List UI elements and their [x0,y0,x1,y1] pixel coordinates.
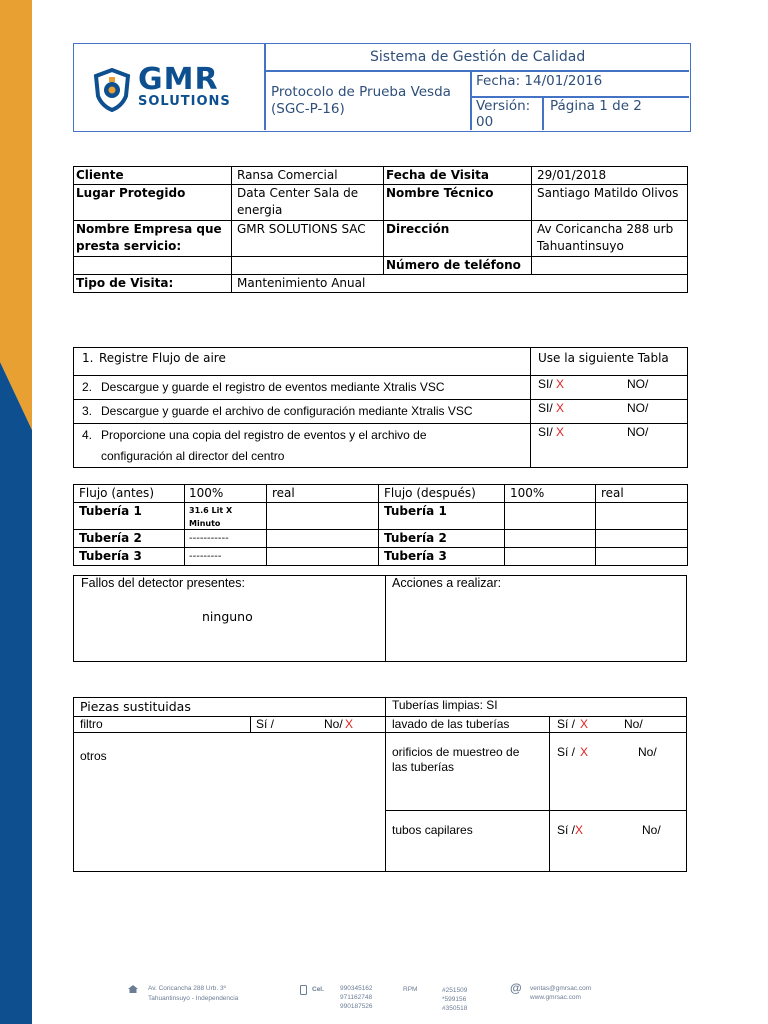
task-3-si: SI/ [538,401,553,415]
flow-before-real: real [267,485,379,503]
table-row [74,376,688,400]
table-row [74,348,688,376]
faults-value: ninguno [202,609,253,624]
pipe-2-before-label: Tubería 2 [74,530,185,548]
telefono-label: Número de teléfono [384,257,532,275]
table-row [74,548,688,566]
pipe-3-before-label: Tubería 3 [74,548,185,566]
footer-cel-label: Cel. [312,986,324,993]
capilares-x-mark: X [575,823,584,837]
task-3-text: Descargue y guarde el archivo de configuración mediante Xtralis VSC [101,404,473,418]
footer-rpm-label: RPM [403,986,418,993]
table-row [74,221,688,257]
table-row [74,503,688,530]
tipo-visita-value: Mantenimiento Anual [232,275,688,293]
tipo-visita-label: Tipo de Visita: [74,275,232,293]
orificios-x-mark: X [580,745,589,759]
task-3-no: NO/ [627,401,649,415]
footer-email: ventas@gmrsac.com [530,985,592,992]
faults-section [73,575,687,662]
task-1-text: Registre Flujo de aire [99,351,226,365]
task-4-x-mark: X [556,425,565,439]
flow-after-label: Flujo (después) [379,485,505,503]
orificios-no: No/ [638,745,657,759]
pipe-2-before-value: ----------- [185,530,267,548]
actions-label: Acciones a realizar: [392,576,502,590]
footer-rpm-3: #350518 [442,1005,468,1012]
task-4-text-line1: Proporcione una copia del registro de eventos y el archivo de [101,428,427,442]
footer-cel-3: 990187526 [340,1003,373,1010]
footer-web: www.gmrsac.com [530,994,581,1001]
side-decoration [0,0,32,1024]
phone-icon [300,985,307,995]
tecnico-label: Nombre Técnico [384,185,532,221]
telefono-value [532,257,688,275]
footer-rpm-2: *599156 [442,996,467,1003]
table-row [74,275,688,293]
home-icon [128,985,138,993]
orificios-label-line2: las tuberías [392,760,455,774]
pipes-clean-label: Tuberías limpias: SI [392,698,498,712]
visit-info-table [73,166,688,293]
filtro-no: No/ [324,717,343,731]
task-4-si: SI/ [538,425,553,439]
pipe-1-after-label: Tubería 1 [379,503,505,530]
flow-after-real: real [596,485,688,503]
company-logo [92,62,252,114]
page-footer [120,980,640,1016]
task-3-number: 3. [82,404,93,418]
table-row [74,257,688,275]
task-2-no: NO/ [627,377,649,391]
lavado-x-mark: X [580,717,589,731]
at-icon: @ [510,981,522,995]
lavado-label: lavado de las tuberías [392,717,510,731]
footer-cel-2: 971162748 [340,994,373,1001]
lugar-value: Data Center Sala de energia [232,185,384,221]
cliente-label: Cliente [74,167,232,185]
filtro-x-mark: X [345,717,354,731]
direccion-label: Dirección [384,221,532,257]
filtro-si: Sí / [256,717,275,731]
shield-icon [92,68,132,112]
table-row [74,424,688,468]
document-header [73,43,691,132]
empresa-value: GMR SOLUTIONS SAC [232,221,384,257]
pipe-1-before-label: Tubería 1 [74,503,185,530]
table-row [74,185,688,221]
fecha-visita-value: 29/01/2018 [532,167,688,185]
version-value: 00 [476,114,494,130]
pipe-2-after-label: Tubería 2 [379,530,505,548]
pipe-3-before-value: --------- [185,548,267,566]
footer-rpm-1: #251509 [442,987,468,994]
task-2-x-mark: X [556,377,565,391]
capilares-si: Sí / [557,823,576,837]
faults-label: Fallos del detector presentes: [81,576,245,590]
logo-text: GMR [138,62,219,97]
cliente-value: Ransa Comercial [232,167,384,185]
footer-cel-1: 990345162 [340,985,373,992]
otros-label: otros [80,749,107,763]
task-4-text-line2: configuración al director del centro [101,449,285,463]
protocol-title-line1: Protocolo de Prueba Vesda [271,84,451,100]
task-4-no: NO/ [627,425,649,439]
version-label: Versión: [476,98,531,114]
parts-title: Piezas sustituidas [80,699,191,714]
flow-table [73,484,688,566]
table-row [74,530,688,548]
task-3-x-mark: X [556,401,565,415]
page-number: Página 1 de 2 [550,98,642,114]
capilares-label: tubos capilares [392,823,473,837]
pipe-3-after-label: Tubería 3 [379,548,505,566]
filtro-label: filtro [80,717,103,731]
lavado-no: No/ [624,717,643,731]
task-2-si: SI/ [538,377,553,391]
task-2-number: 2. [82,380,93,394]
tasks-table [73,347,688,468]
pipe-1-before-value: 31.6 Lit X Minuto [189,506,233,528]
flow-after-pct: 100% [505,485,596,503]
orificios-label-line1: orificios de muestreo de [392,745,520,759]
direccion-value: Av Coricancha 288 urb Tahuantinsuyo [532,221,688,257]
table-row [74,485,688,503]
orificios-si: Sí / [557,745,576,759]
task-2-text: Descargue y guarde el registro de eventos mediante Xtralis VSC [101,380,445,394]
task-1-instruction: Use la siguiente Tabla [531,348,688,376]
parts-section [73,697,687,872]
tecnico-value: Santiago Matildo Olivos [532,185,688,221]
task-1-number: 1. [82,351,94,365]
table-row [74,400,688,424]
footer-address-line2: Tahuantinsuyo - Independencia [148,995,239,1002]
flow-before-label: Flujo (antes) [74,485,185,503]
system-title: Sistema de Gestión de Calidad [370,49,586,65]
logo-subtext: SOLUTIONS [138,94,231,109]
empresa-label: Nombre Empresa que presta servicio: [74,221,232,257]
capilares-no: No/ [642,823,661,837]
table-row [74,167,688,185]
flow-before-pct: 100% [185,485,267,503]
revision-date: Fecha: 14/01/2016 [476,73,603,89]
fecha-visita-label: Fecha de Visita [384,167,532,185]
lugar-label: Lugar Protegido [74,185,232,221]
task-4-number: 4. [82,428,93,442]
protocol-title-line2: (SGC-P-16) [271,101,345,117]
footer-address-line1: Av. Coricancha 288 Urb. 3º [148,985,227,992]
lavado-si: Sí / [557,717,576,731]
